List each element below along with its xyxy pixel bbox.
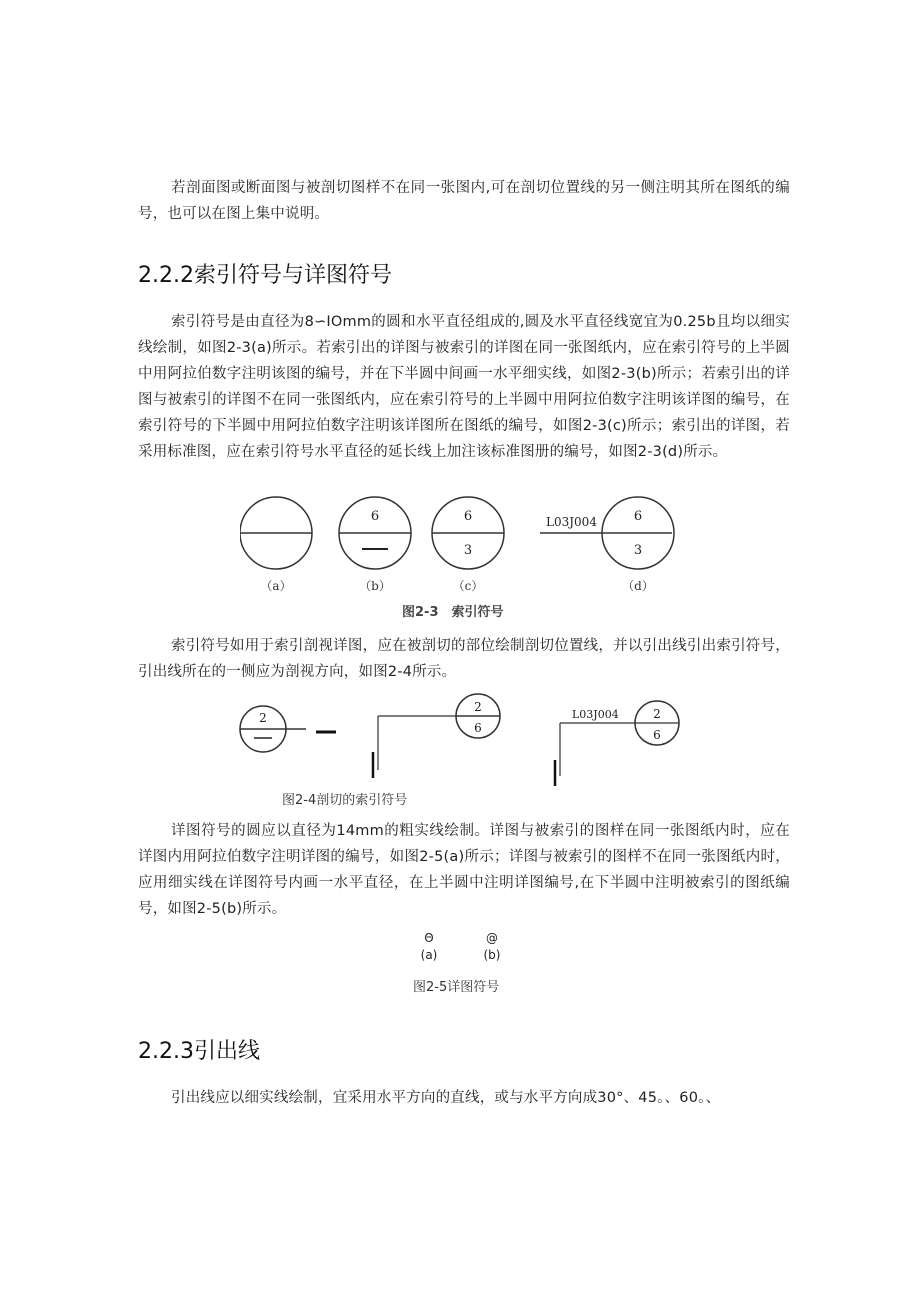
section-heading-leader-line: 2.2.3引出线 [138,1039,260,1064]
figure-2-3 [240,488,680,598]
standard-atlas-code-d: L03J004 [546,515,597,529]
index-number-middle: 2 [474,700,482,714]
index-number-right: 2 [653,707,661,721]
detail-symbol-a: Θ [424,931,434,945]
section-index-left [240,706,336,752]
figure-2-3-drawing [240,488,680,598]
figure-2-3-caption: 图2-3 索引符号 [402,605,504,620]
index-symbol-d [540,497,674,569]
paragraph-detail-symbol: 详图符号的圆应以直径为14mm的粗实线绘制。详图与被索引的图样在同一张图纸内时，应在详图内用阿拉伯数字注明详图的编号，如图2-5(a)所示；详图与被索引的图样不在同一张图纸内时，应用细实线在详图符号内画一水平直径，在上半圆中注明详图编号,在下半圆中注明被索引的图纸编号，如图2-5(b)所示。 [138,823,790,917]
paragraph-leader-line: 引出线应以细实线绘制，宜采用水平方向的直线，或与水平方向成30°、45。、60。、 [171,1090,721,1106]
label-c: （c） [452,579,484,593]
index-symbol-a [240,497,312,569]
detail-label-a: (a) [420,948,438,962]
label-d: （d） [622,579,654,593]
index-symbol-c [432,497,504,569]
figure-2-4-drawing [236,692,686,792]
paragraph-section-cut-note: 若剖面图或断面图与被剖切图样不在同一张图内,可在剖切位置线的另一侧注明其所在图纸的编号，也可以在图上集中说明。 [138,180,790,222]
index-number-b: 6 [370,509,380,524]
index-number-d: 6 [633,509,643,524]
index-number-left: 2 [259,711,267,725]
sheet-number-middle: 6 [474,721,482,735]
figure-2-5-caption: 图2-5详图符号 [413,980,500,995]
section-heading-index-symbol: 2.2.2索引符号与详图符号 [138,263,392,288]
sheet-number-c: 3 [463,543,473,558]
label-a: （a） [260,579,292,593]
paragraph-section-index: 索引符号如用于索引剖视详图，应在被剖切的部位绘制剖切位置线，并以引出线引出索引符号，引出线所在的一侧应为剖视方向，如图2-4所示。 [138,638,790,680]
index-symbol-b [339,497,411,569]
figure-2-4 [236,692,686,792]
paragraph-index-symbol: 索引符号是由直径为8∽IOmm的圆和水平直径组成的,圆及水平直径线宽宜为0.25b且均以细实线绘制，如图2-3(a)所示。若索引出的详图与被索引的详图在同一张图纸内，应在索引符号的上半圆中用阿拉伯数字注明该图的编号，并在下半圆中间画一水平细实线，如图2-3(b)所示；若索引出的详图与被索引的详图不在同一张图纸内，应在索引符号的上半圆中用阿拉伯数字注明该详图的编号，在索引符号的下半圆中用阿拉伯数字注明该详图所在图纸的编号，如图2-3(c)所示；索引出的详图，若采用标准图，应在索引符号水平直径的延长线上加注该标准图册的编号，如图2-3(d)所示。 [138,314,790,460]
label-b: （b） [359,579,391,593]
section-index-right [555,701,679,786]
figure-2-4-caption: 图2-4剖切的索引符号 [282,793,408,808]
index-number-c: 6 [463,509,473,524]
detail-symbol-b: @ [486,931,498,945]
standard-atlas-code-right: L03J004 [572,708,619,721]
section-index-middle [373,694,500,778]
sheet-number-d: 3 [633,543,643,558]
sheet-number-right: 6 [653,728,661,742]
detail-label-b: (b) [483,948,501,962]
